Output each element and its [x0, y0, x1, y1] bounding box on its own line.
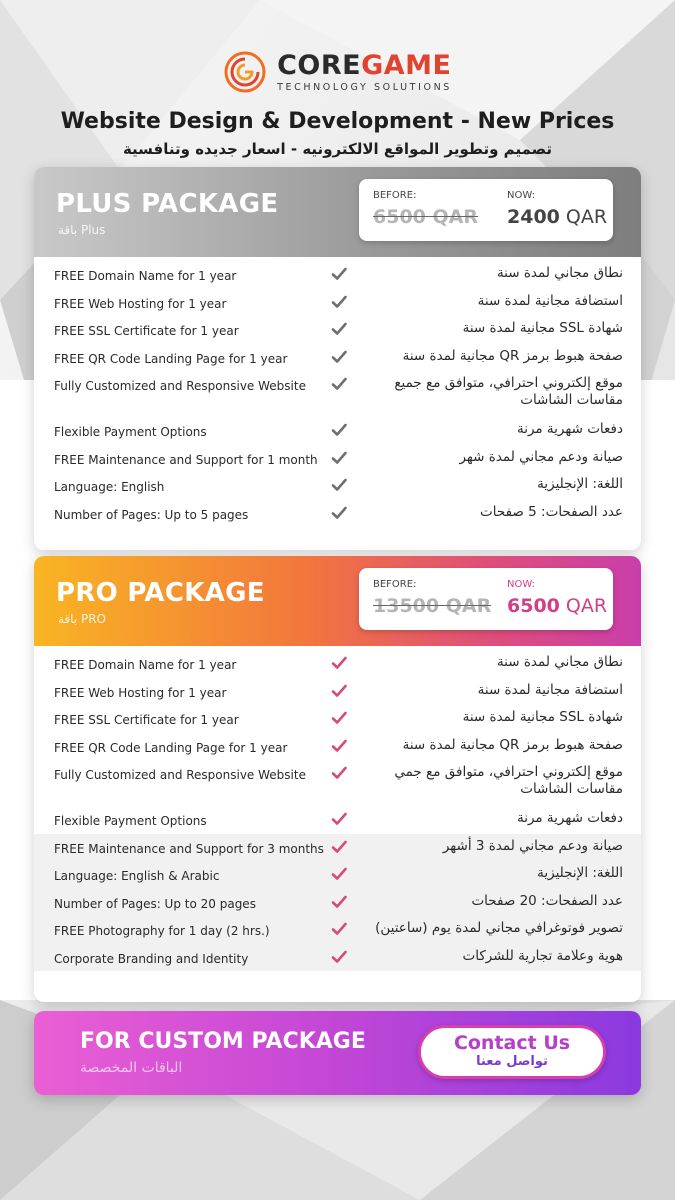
pro-feature-ar: عدد الصفحات: 20 صفحات: [471, 892, 623, 909]
plus-package-title: PLUS PACKAGE: [56, 189, 279, 219]
pro-feature-ar: صيانة ودعم مجاني لمدة 3 أشهر: [442, 837, 623, 854]
pro-feature-row: [34, 944, 641, 972]
plus-old-price: 6500 QAR: [373, 206, 478, 228]
pro-feature-ar: استضافة مجانية لمدة سنة: [477, 681, 623, 698]
checkmark-icon: [330, 810, 348, 828]
pro-feature-en: FREE Domain Name for 1 year: [54, 658, 237, 672]
contact-us-label-ar: تواصل معنا: [476, 1054, 548, 1069]
plus-feature-list: [34, 257, 641, 527]
plus-feature-ar: اللغة: الإنجليزية: [537, 476, 623, 492]
coregame-logo-icon: [223, 50, 267, 94]
pro-package-title: PRO PACKAGE: [56, 578, 265, 608]
pro-feature-ar: هوية وعلامة تجارية للشركات: [462, 947, 623, 964]
pro-feature-ar: اللغة: الإنجليزية: [537, 865, 623, 881]
contact-us-label: Contact Us: [453, 1032, 571, 1054]
pro-feature-en: Corporate Branding and Identity: [54, 951, 249, 966]
pro-feature-ar: دفعات شهرية مرنة: [516, 810, 623, 826]
pro-new-price: 6500 QAR: [507, 595, 608, 617]
pro-feature-row: [34, 806, 641, 834]
plus-feature-en: Number of Pages: Up to 5 pages: [54, 507, 249, 522]
plus-package-card: [34, 167, 641, 550]
pro-feature-row: [34, 916, 641, 944]
plus-feature-ar: نطاق مجاني لمدة سنة: [496, 265, 623, 281]
checkmark-icon: [330, 375, 348, 393]
pro-feature-row: [34, 834, 641, 862]
pro-feature-row: [34, 705, 641, 733]
pro-package-card: [34, 556, 641, 1002]
pro-feature-ar: تصوير فوتوغرافي مجاني لمدة يوم (ساعتين): [375, 920, 623, 936]
pro-feature-en: FREE Web Hosting for 1 year: [54, 685, 227, 700]
plus-feature-row: [34, 371, 641, 417]
contact-us-button[interactable]: [418, 1025, 606, 1079]
pro-feature-list: [34, 646, 641, 971]
plus-feature-en: Flexible Payment Options: [54, 425, 207, 439]
custom-package-banner: [34, 1011, 641, 1095]
plus-feature-en: Language: English: [54, 480, 165, 494]
pro-before-label: BEFORE:: [373, 579, 417, 590]
plus-feature-row: [34, 417, 641, 445]
pro-feature-en: FREE QR Code Landing Page for 1 year: [54, 740, 288, 755]
pro-feature-row: [34, 650, 641, 678]
pro-feature-row: [34, 861, 641, 889]
checkmark-icon: [330, 709, 348, 727]
checkmark-icon: [330, 654, 348, 672]
plus-feature-ar: شهادة SSL مجانية لمدة سنة: [462, 320, 623, 336]
pro-feature-ar: شهادة SSL مجانية لمدة سنة: [462, 709, 623, 725]
checkmark-icon: [330, 865, 348, 883]
plus-feature-ar: صيانة ودعم مجاني لمدة شهر: [459, 448, 623, 465]
plus-feature-ar: دفعات شهرية مرنة: [516, 421, 623, 437]
brand-logo: [0, 50, 675, 94]
pro-feature-row: [34, 760, 641, 806]
plus-feature-row: [34, 289, 641, 317]
pro-now-label: NOW:: [507, 579, 536, 590]
brand-name: COREGAME: [277, 49, 452, 81]
custom-package-title: FOR CUSTOM PACKAGE: [80, 1029, 366, 1054]
pro-feature-ar: موقع إلكتروني احترافي، متوافق مع جمي مقاسات الشاشات: [394, 764, 623, 797]
pro-feature-en: Flexible Payment Options: [54, 814, 207, 828]
checkmark-icon: [330, 764, 348, 782]
pro-feature-ar: صفحة هبوط برمز QR مجانية لمدة سنة: [402, 736, 623, 753]
checkmark-icon: [330, 348, 348, 366]
pro-feature-ar: نطاق مجاني لمدة سنة: [496, 654, 623, 670]
plus-feature-row: [34, 472, 641, 500]
pro-feature-en: Number of Pages: Up to 20 pages: [54, 896, 256, 911]
checkmark-icon: [330, 449, 348, 467]
checkmark-icon: [330, 682, 348, 700]
checkmark-icon: [330, 838, 348, 856]
plus-feature-ar: موقع إلكتروني احترافي، متوافق مع جميع مقاسات الشاشات: [394, 375, 623, 408]
plus-feature-row: [34, 445, 641, 473]
plus-feature-en: FREE QR Code Landing Page for 1 year: [54, 351, 288, 366]
plus-feature-en: FREE Maintenance and Support for 1 month: [54, 452, 318, 467]
plus-before-label: BEFORE:: [373, 190, 417, 201]
checkmark-icon: [330, 293, 348, 311]
checkmark-icon: [330, 893, 348, 911]
pro-package-header: [34, 556, 641, 646]
checkmark-icon: [330, 504, 348, 522]
checkmark-icon: [330, 920, 348, 938]
custom-package-subtitle: الباقات المخصصة: [80, 1060, 183, 1076]
checkmark-icon: [330, 737, 348, 755]
pro-feature-en: FREE SSL Certificate for 1 year: [54, 713, 239, 727]
plus-feature-en: FREE Domain Name for 1 year: [54, 269, 237, 283]
plus-feature-ar: صفحة هبوط برمز QR مجانية لمدة سنة: [402, 347, 623, 364]
pro-feature-en: Fully Customized and Responsive Website: [54, 768, 306, 782]
checkmark-icon: [330, 948, 348, 966]
pro-feature-en: Language: English & Arabic: [54, 869, 220, 883]
plus-feature-ar: استضافة مجانية لمدة سنة: [477, 292, 623, 309]
pro-feature-en: FREE Photography for 1 day (2 hrs.): [54, 924, 270, 938]
plus-feature-row: [34, 500, 641, 528]
plus-package-header: [34, 167, 641, 257]
plus-now-label: NOW:: [507, 190, 536, 201]
page-title: Website Design & Development - New Prices: [60, 109, 615, 134]
pro-feature-row: [34, 889, 641, 917]
pro-feature-en: FREE Maintenance and Support for 3 months: [54, 841, 324, 856]
plus-price-box: [359, 179, 613, 241]
pro-old-price: 13500 QAR: [373, 595, 492, 617]
brand-tagline: TECHNOLOGY SOLUTIONS: [277, 81, 452, 93]
page-subtitle-ar: تصميم وتطوير المواقع الالكترونيه - اسعار جديده وتنافسية: [122, 140, 553, 158]
plus-new-price: 2400 QAR: [507, 206, 608, 228]
checkmark-icon: [330, 476, 348, 494]
pro-feature-row: [34, 733, 641, 761]
plus-package-subtitle: باقة Plus: [58, 223, 106, 237]
checkmark-icon: [330, 265, 348, 283]
plus-feature-en: FREE Web Hosting for 1 year: [54, 296, 227, 311]
checkmark-icon: [330, 421, 348, 439]
pro-feature-row: [34, 678, 641, 706]
plus-feature-en: FREE SSL Certificate for 1 year: [54, 324, 239, 338]
checkmark-icon: [330, 320, 348, 338]
pro-price-box: [359, 568, 613, 630]
pro-package-subtitle: باقة PRO: [58, 612, 107, 626]
plus-feature-row: [34, 316, 641, 344]
plus-feature-ar: عدد الصفحات: 5 صفحات: [480, 503, 623, 520]
plus-feature-row: [34, 344, 641, 372]
plus-feature-row: [34, 261, 641, 289]
plus-feature-en: Fully Customized and Responsive Website: [54, 379, 306, 393]
